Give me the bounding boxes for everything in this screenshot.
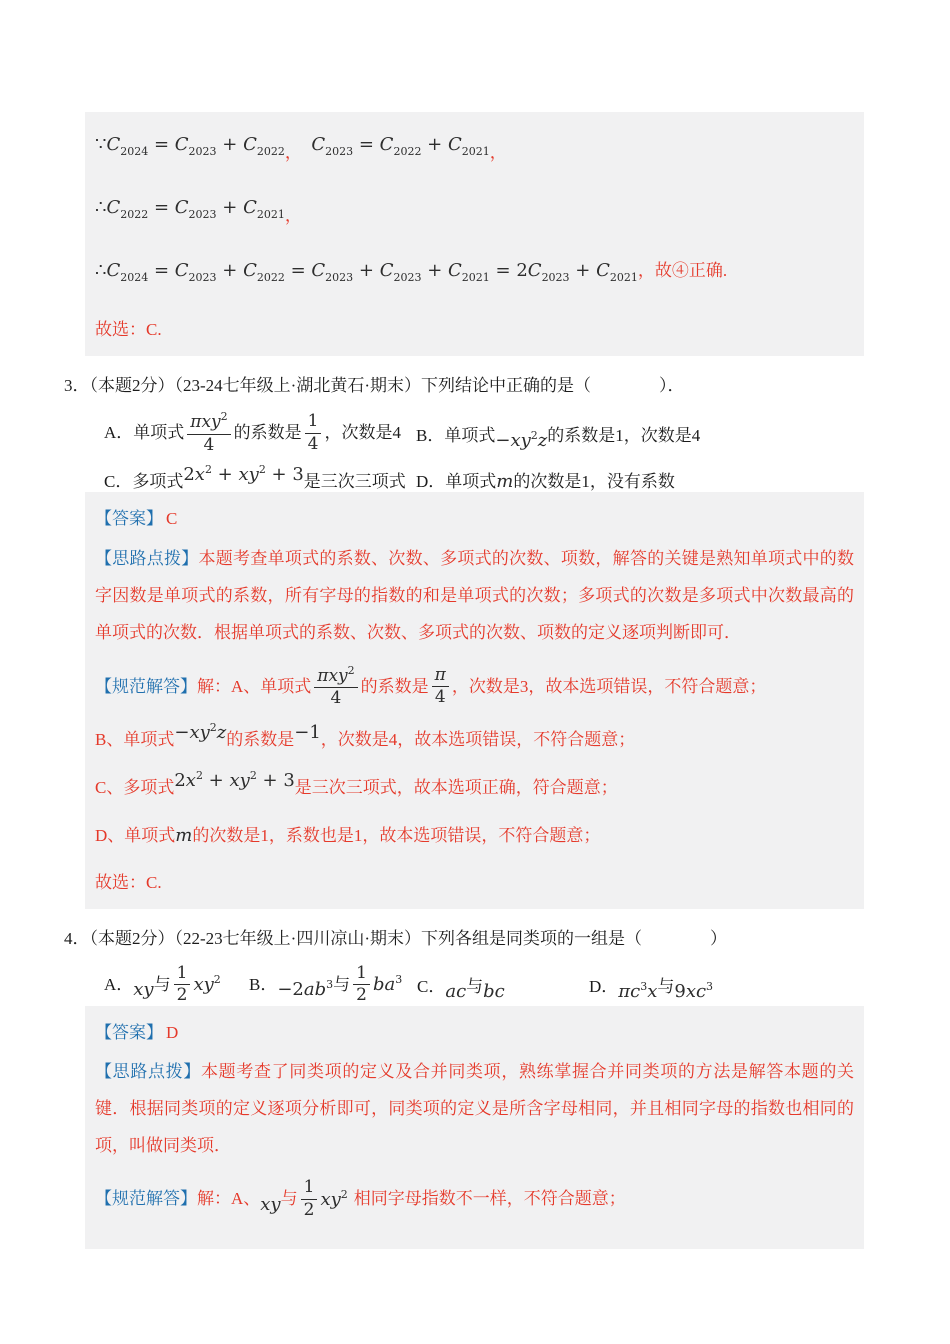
option-conjunction: 与 [333,974,351,994]
q4-option-c [417,972,589,1003]
option-text: 的系数是1，次数是4 [547,425,701,445]
option-label: B． [416,425,445,445]
option-text: 的次数是1，没有系数 [513,472,675,492]
q3-hint-paragraph [95,540,854,651]
q2-solution-tail-block [85,112,864,356]
q3-options-row-2 [104,463,870,493]
solution-text: ，次数是3，故本选项错误，不符合题意； [451,676,767,696]
option-text: 的系数是 [233,423,302,443]
math-half-xy2: $\frac{1}{2}$ $xy^2$ [298,1189,348,1210]
formula-3-remark: ，故④正确. [637,260,728,280]
q4-option-a [104,964,249,1006]
q4-option-d [589,972,870,1003]
hint-label: 【思路点拨】 [95,548,199,568]
math-ac: ac [445,981,467,1003]
answer-value: D [166,1022,179,1042]
formula-c2022: $\therefore C_{2022} = C_{2023} + C_{2021}$， [95,196,302,225]
math-m: m [175,825,193,847]
q3-answer-block [85,492,864,908]
option-label: A． [104,974,134,994]
option-text: 单项式 [445,472,497,492]
hint-label: 【思路点拨】 [95,1062,201,1082]
option-text: 单项式 [444,425,496,445]
solution-text: 解：A、单项式 [197,676,312,696]
solution-text: 相同字母指数不一样，不符合题意； [353,1189,626,1209]
math-1-over-4: $\frac{1}{4}$ [302,422,325,443]
answer-label: 【答案】 [95,509,163,529]
option-label: A． [104,423,134,443]
solution-text: D、单项式 [95,826,176,846]
option-text: 是三次三项式 [303,472,406,492]
solution-conjunction: 与 [280,1189,298,1209]
option-text: ，次数是4 [324,423,401,443]
math-pi-xy2-over-4: πxy$^2$ 4 [311,676,360,697]
hint-text: 本题考查了同类项的定义及合并同类项，熟练掌握合并同类项的方法是解答本题的关键．根据同类项的定义逐项分析即可，同类项的定义是所含字母相同，并且相同字母的指数也相同的项，叫做同类项． [95,1062,854,1156]
q3-option-a [104,411,416,455]
q2-final-choice: 故选：C. [95,319,162,339]
math-pi-over-4: $\frac{\pi}{4}$ [429,676,452,697]
option-label: D． [416,472,446,492]
q4-answer-line [95,1020,854,1046]
q3-options-row-1 [104,411,870,455]
solution-label: 【规范解答】 [95,676,197,696]
solution-text: C、多项式 [95,778,175,798]
math-neg-xy2z: $-xy^2z$ [174,721,227,743]
q3-solution-c [95,771,854,805]
option-conjunction: 与 [466,977,484,997]
math-bc: bc [483,981,505,1003]
math-half-ba3: $\frac{1}{2}$ $ba^3$ [350,974,402,995]
math-9xc3: $9xc^3$ [674,980,714,1003]
q3-answer-line [95,506,854,532]
q4-solution-a [95,1178,854,1220]
formula-c2024-expanded: $\therefore C_{2024} = C_{2023} + C_{2022} = C_{2023} + C_{2023} + C_{2021} = 2C_{2023} + C_{2021}$ [95,259,638,284]
math-xy: xy [260,1193,281,1215]
option-text: 多项式 [132,472,184,492]
option-label: C． [417,977,446,997]
question-4 [64,925,870,1006]
q3-option-c [104,463,416,492]
q3-final-choice: 故选：C. [95,872,162,892]
solution-text: B、单项式 [95,730,175,749]
q4-answer-block [85,1006,864,1249]
q3-solution-a [95,665,854,709]
solution-text: 的系数是 [360,676,429,696]
option-label: B． [249,974,278,994]
solution-label: 【规范解答】 [95,1189,197,1209]
q4-options-row [104,964,870,1006]
answer-value: C [166,509,178,529]
option-text: 单项式 [133,423,185,443]
math-neg-1: −1 [294,722,321,743]
math-m: m [496,471,514,493]
question-3 [64,372,870,492]
solution-text: 的次数是1，系数也是1，故本选项错误，不符合题意； [192,826,601,846]
formula-c2024-c2023: $\because C_{2024} = C_{2023} + C_{2022}$， $C_{2023} = C_{2022} + C_{2021}$， [95,134,507,162]
math-neg2ab3: $-2ab^3$ [277,977,334,1000]
option-label: C． [104,472,133,492]
solution-text: 是三次三项式，故本选项正确，符合题意； [294,778,618,798]
question-3-title: 3．（本题2分）（23-24七年级上·湖北黄石·期末）下列结论中正确的是（ ）． [64,375,685,395]
math-xy: xy [133,978,154,1000]
math-half-xy2: $\frac{1}{2}$ $xy^2$ [171,974,221,995]
formula-line-1 [95,132,854,165]
math-2x2-xy2-3: $2x^2 + xy^2 + 3$ [183,463,304,486]
q4-option-b [249,964,417,1006]
question-4-title: 4．（本题2分）（22-23七年级上·四川凉山·期末）下列各组是同类项的一组是（ ） [64,928,727,948]
formula-line-3 [95,258,854,285]
math-2x2-xy2-3: $2x^2 + xy^2 + 3$ [174,769,295,792]
math-neg-xy2z: $-xy^2z$ [495,428,548,451]
q3-solution-b [95,723,854,757]
formula-line-2 [95,195,854,228]
solution-text: ，次数是4，故本选项错误，不符合题意； [320,730,636,749]
solution-text: 解：A、 [197,1189,261,1209]
q3-solution-d [95,819,854,853]
option-conjunction: 与 [657,977,675,997]
math-pi-c3x: $\pi c^3x$ [618,980,658,1003]
hint-text: 本题考查单项式的系数、次数、多项式的次数、项数，解答的关键是熟知单项式中的数字因数是单项式的系数，所有字母的指数的和是单项式的次数；多项式的次数是多项式中次数最高的单项式的次数．根据单项式的系数、次数、多项式的次数、项数的定义逐项判断即可． [95,548,855,642]
answer-label: 【答案】 [95,1022,163,1042]
solution-text: 的系数是 [226,730,295,749]
q3-option-b [416,421,870,451]
math-pi-xy2-over-4: πxy$^2$ 4 [184,422,233,443]
option-label: D． [589,977,619,997]
option-conjunction: 与 [153,974,171,994]
q3-option-d [416,467,870,492]
q4-hint-paragraph [95,1053,854,1164]
